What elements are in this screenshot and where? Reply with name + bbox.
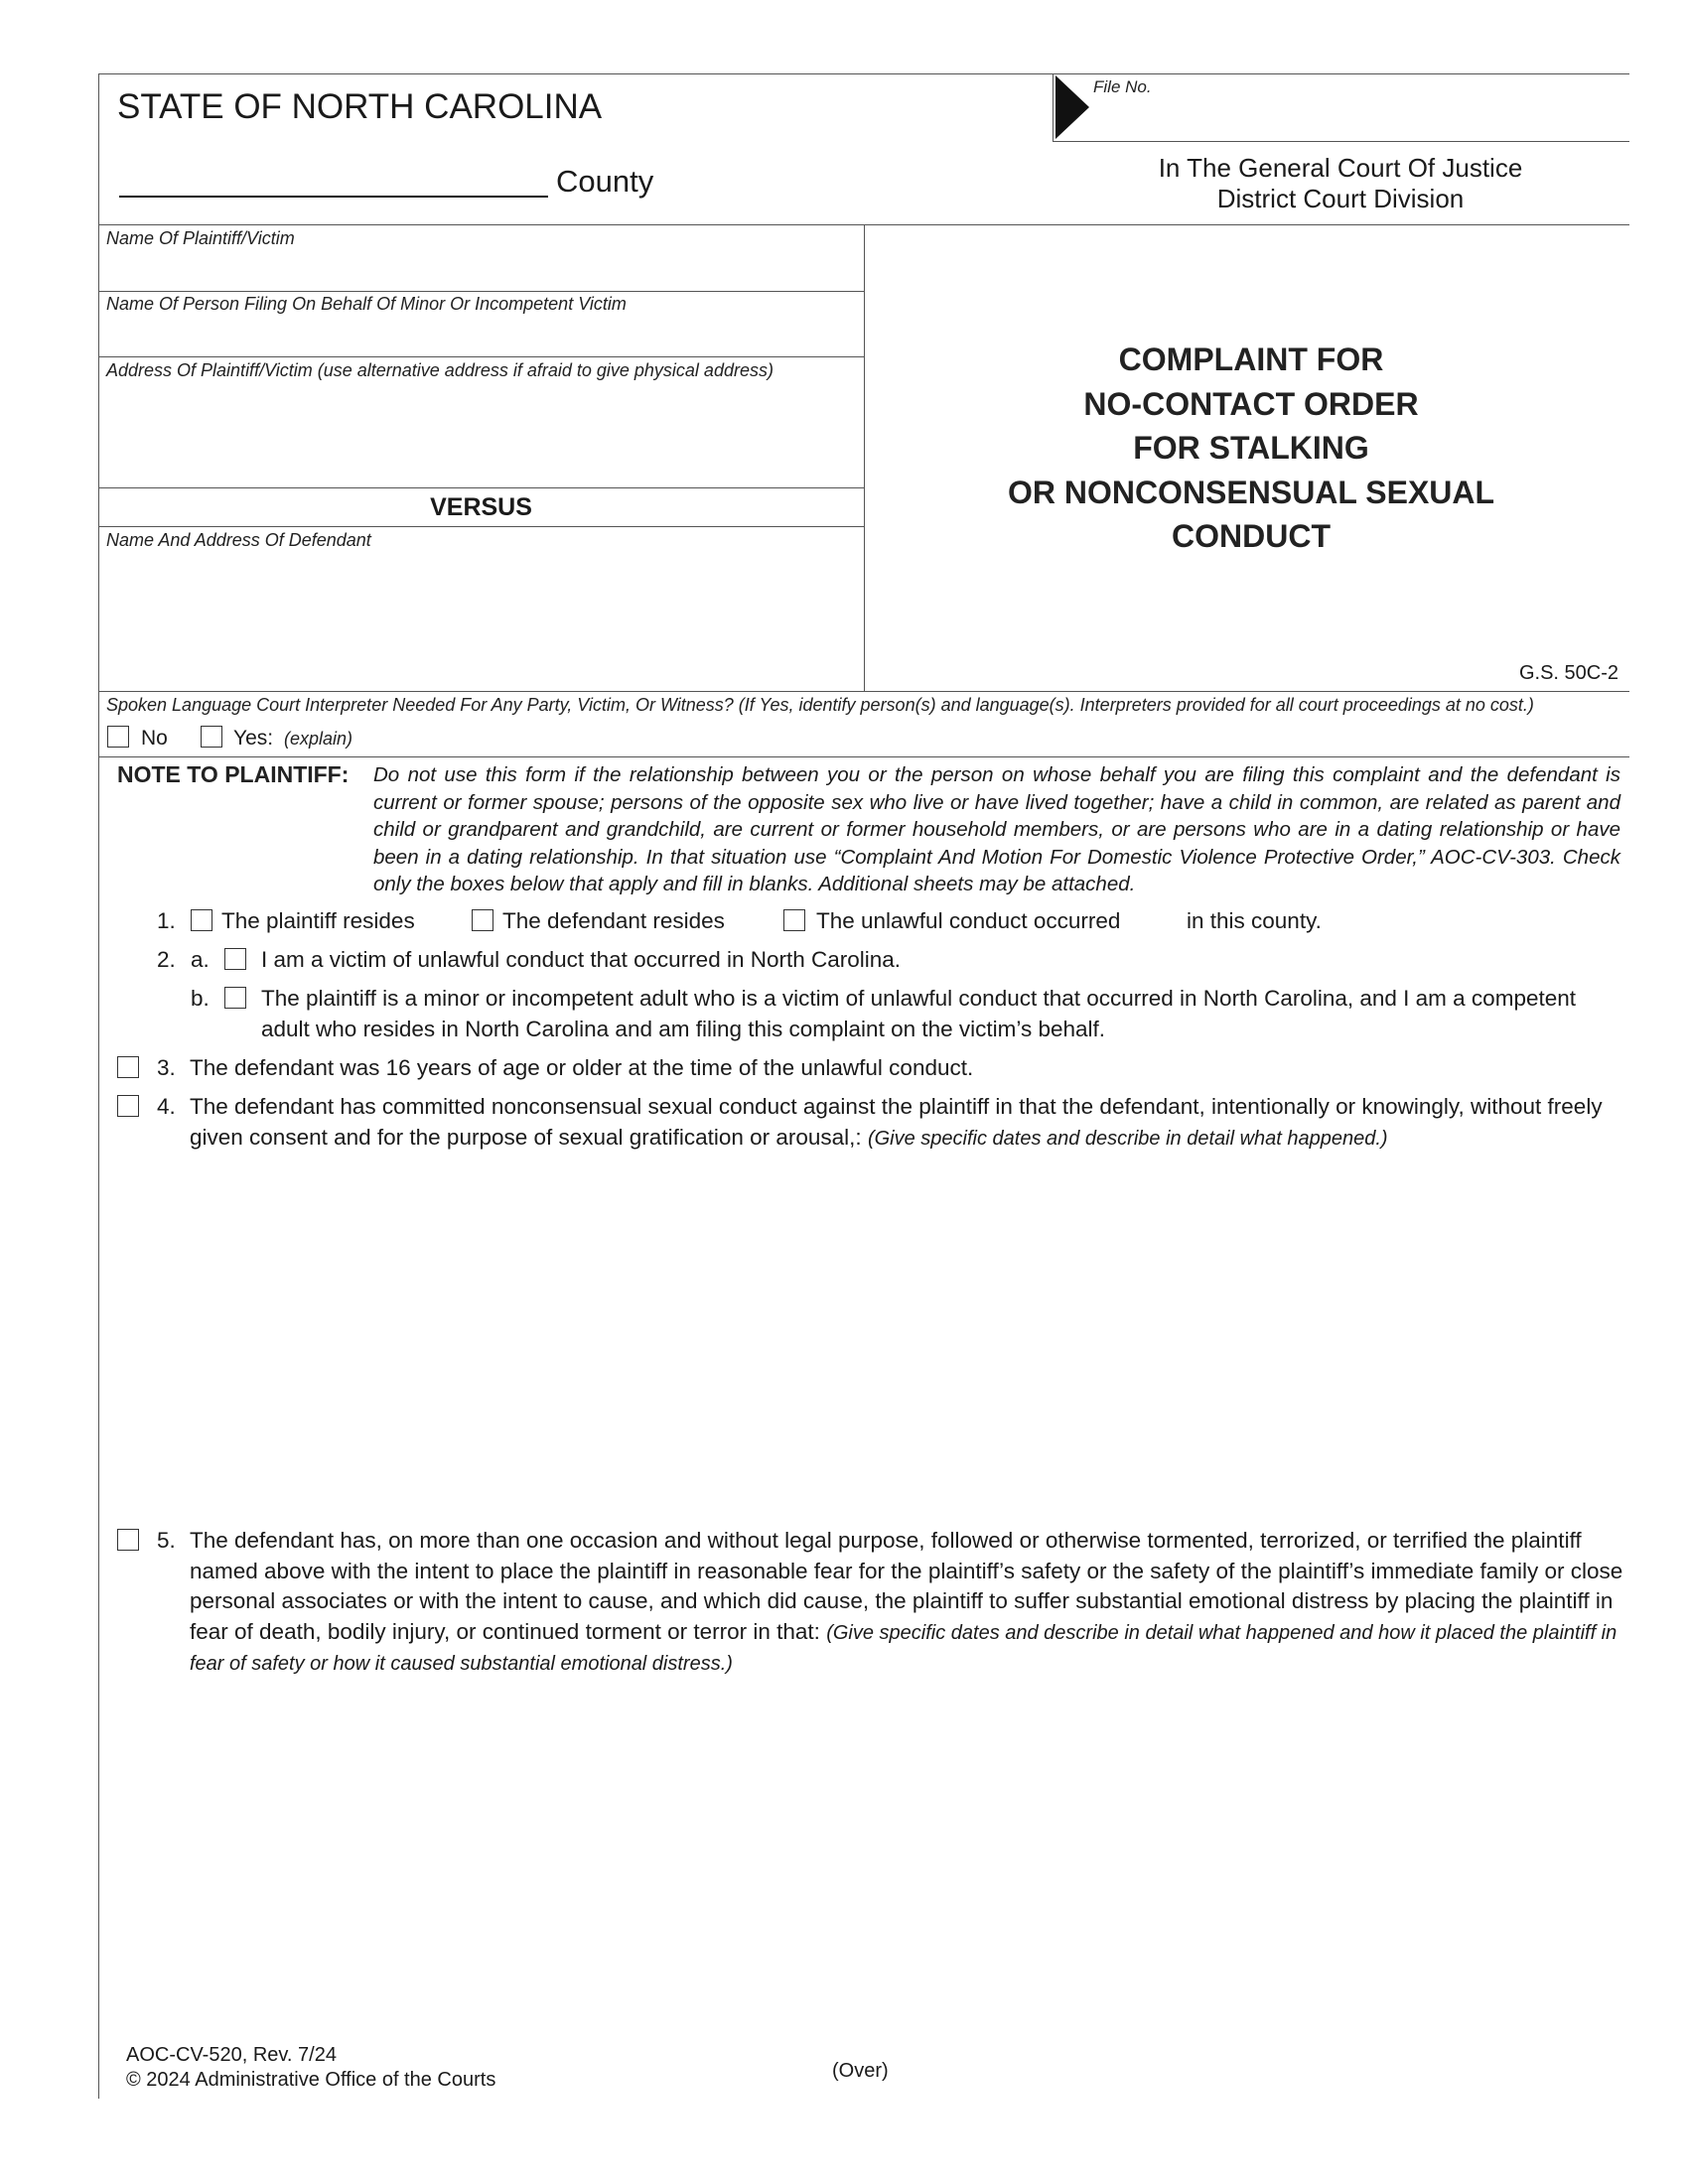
item-5-hint: (Give specific dates and describe in detail what happened and how it placed the plaintiff in fear of safety or how it caused substantial emotional distress.): [190, 1621, 1618, 1675]
item-4-number: 4.: [157, 1094, 176, 1119]
caption-bottom-rule: [98, 691, 1629, 692]
item-5-body: [190, 1526, 1624, 1680]
title-line-3: FOR STALKING: [1133, 430, 1369, 466]
title-line-5: CONDUCT: [1172, 518, 1331, 554]
left-border: [98, 73, 99, 2099]
versus-heading: VERSUS: [430, 493, 532, 521]
item-4-text: The defendant has committed nonconsensual sexual conduct against the plaintiff in that the defendant, intentionally or knowingly, without freely given consent and for the purpose of sexual gratification or arousal,:: [190, 1094, 1603, 1150]
title-line-1: COMPLAINT FOR: [1118, 341, 1384, 377]
item-1-number: 1.: [157, 908, 176, 933]
item-3-number: 3.: [157, 1055, 176, 1080]
caption-center-divider: [864, 224, 865, 691]
plaintiff-name-label: Name Of Plaintiff/Victim: [106, 228, 295, 248]
rule-after-versus: [98, 526, 864, 527]
interpreter-yes-checkbox[interactable]: [201, 726, 222, 748]
item-2a-text: I am a victim of unlawful conduct that occurred in North Carolina.: [261, 947, 902, 972]
interpreter-bottom-rule: [98, 756, 1629, 757]
plaintiff-resides-checkbox[interactable]: [191, 909, 212, 931]
file-no-input[interactable]: [1097, 101, 1618, 137]
statute-reference: G.S. 50C-2: [1518, 662, 1618, 684]
county-label: County: [556, 164, 654, 199]
filer-name-input[interactable]: [107, 320, 856, 353]
title-line-4: OR NONCONSENSUAL SEXUAL: [1007, 474, 1495, 510]
title-line-2: NO-CONTACT ORDER: [1083, 385, 1419, 422]
interpreter-no-label: No: [141, 727, 168, 750]
copyright: © 2024 Administrative Office of the Courts: [126, 2069, 496, 2091]
item-3-checkbox[interactable]: [117, 1056, 139, 1078]
rule-after-filer: [98, 356, 864, 357]
item-2a-checkbox[interactable]: [224, 948, 246, 970]
interpreter-yes-hint: (explain): [284, 729, 353, 749]
interpreter-explain-input[interactable]: [367, 724, 1622, 755]
interpreter-question: Spoken Language Court Interpreter Needed For Any Party, Victim, Or Witness? (If Yes, identify person(s) and language(s). Interpreters provided for all court proceedings at no cost.): [106, 695, 1534, 715]
court-line-2: District Court Division: [1216, 184, 1465, 213]
item-4-details-input[interactable]: [190, 1186, 1623, 1518]
county-input[interactable]: [119, 159, 550, 195]
file-no-underline: [1053, 141, 1629, 142]
conduct-occurred-label: The unlawful conduct occurred: [816, 908, 1121, 933]
defendant-resides-checkbox[interactable]: [472, 909, 493, 931]
form-id: AOC-CV-520, Rev. 7/24: [126, 2044, 337, 2066]
item-4-checkbox[interactable]: [117, 1095, 139, 1117]
state-heading: STATE OF NORTH CAROLINA: [117, 87, 603, 126]
defendant-label: Name And Address Of Defendant: [106, 530, 371, 550]
top-border: [98, 73, 1629, 74]
note-label: NOTE TO PLAINTIFF:: [117, 761, 350, 787]
court-name: [1072, 153, 1609, 214]
defendant-resides-label: The defendant resides: [502, 908, 725, 933]
item-3-text: The defendant was 16 years of age or older at the time of the unlawful conduct.: [190, 1055, 974, 1080]
item-5-details-input[interactable]: [190, 1693, 1623, 2024]
rule-after-plaintiff: [98, 291, 864, 292]
item-2-number: 2.: [157, 947, 176, 972]
conduct-occurred-checkbox[interactable]: [783, 909, 805, 931]
plaintiff-resides-label: The plaintiff resides: [221, 908, 415, 933]
interpreter-no-checkbox[interactable]: [107, 726, 129, 748]
court-line-1: In The General Court Of Justice: [1158, 153, 1523, 183]
item-5-checkbox[interactable]: [117, 1529, 139, 1551]
item-4-hint: (Give specific dates and describe in detail what happened.): [867, 1127, 1388, 1150]
over-indicator: (Over): [832, 2060, 889, 2082]
item-2a-letter: a.: [191, 947, 210, 972]
rule-after-address: [98, 487, 864, 488]
item-2b-checkbox[interactable]: [224, 987, 246, 1009]
plaintiff-name-input[interactable]: [107, 254, 856, 288]
interpreter-yes-label: Yes:: [233, 727, 274, 750]
form-title: [874, 338, 1628, 559]
county-underline: [119, 196, 548, 198]
plaintiff-address-input[interactable]: [107, 387, 856, 486]
item-5-text: The defendant has, on more than one occasion and without legal purpose, followed or otherwise tormented, terrorized, or terrified the plaintiff named above with the intent to place the plaintiff in reasonable fear for the plaintiff’s safety or the safety of the plaintiff’s immediate family or close personal associates or with the intent to cause, and which did cause, the plaintiff to suffer substantial emotional distress by placing the plaintiff in fear of death, bodily injury, or continued torment or terror in that:: [190, 1528, 1623, 1644]
file-no-label: File No.: [1093, 77, 1152, 96]
note-text: Do not use this form if the relationship between you or the person on whose behalf you are filing this complaint and the defendant is current or former spouse; persons of the opposite sex who live or have lived together; have a child in common, are related as parent and child or grandparent and grandchild, are current or former household members, or are persons who are in a dating relationship or have been in a dating relationship. In that situation use “Complaint And Motion For Domestic Violence Protective Order,” AOC-CV-303. Check only the boxes below that apply and fill in blanks. Additional sheets may be attached.: [373, 763, 1620, 896]
filer-name-label: Name Of Person Filing On Behalf Of Minor Or Incompetent Victim: [106, 294, 627, 314]
item-2b-text: The plaintiff is a minor or incompetent adult who is a victim of unlawful conduct that occurred in North Carolina, and I am a competent adult who resides in North Carolina and am filing this complaint on the victim’s behalf.: [261, 986, 1576, 1041]
file-no-arrow-icon: [1055, 75, 1089, 139]
item-4-body: [190, 1092, 1624, 1154]
file-no-divider: [1053, 73, 1054, 141]
defendant-input[interactable]: [107, 556, 856, 687]
item-2b-letter: b.: [191, 986, 210, 1011]
plaintiff-address-label: Address Of Plaintiff/Victim (use alternative address if afraid to give physical address): [106, 360, 774, 380]
item-1-tail: in this county.: [1187, 908, 1322, 933]
item-5-number: 5.: [157, 1528, 176, 1553]
